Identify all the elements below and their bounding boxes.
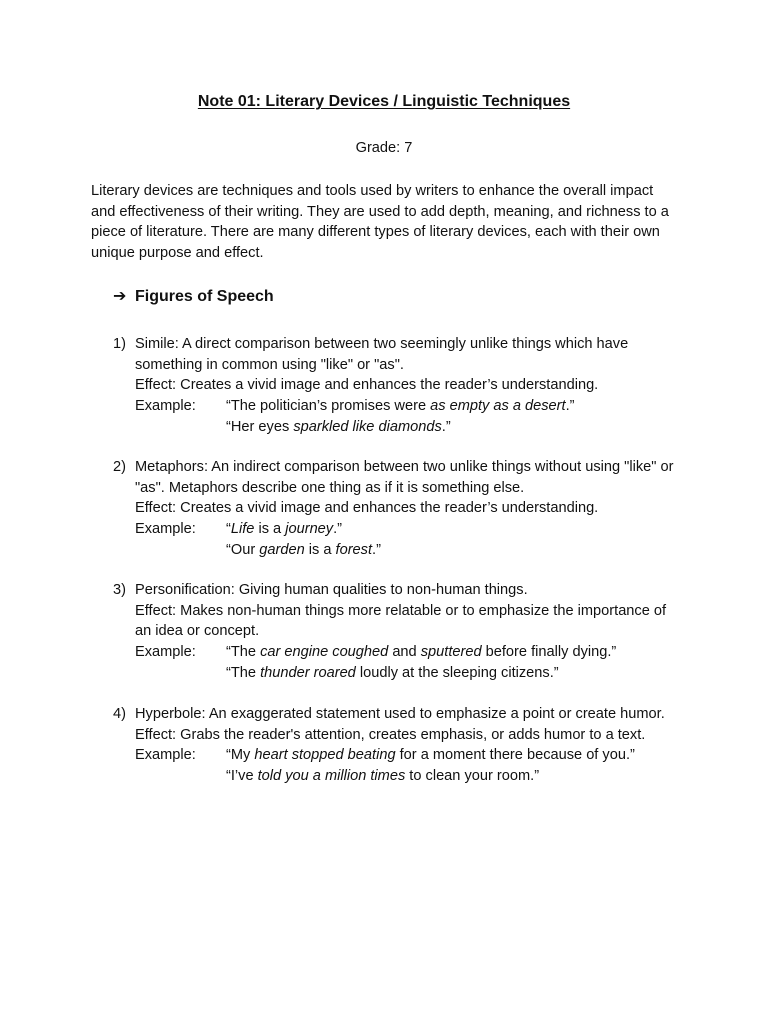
example-run: “ [226,521,231,538]
example-text [226,542,381,558]
list-item [113,334,683,438]
example-run: before finally dying.” [481,644,617,661]
example-run: “My [226,747,255,764]
example-run: “The politician’s promises were [226,398,431,415]
example-text [226,644,616,660]
example-italic-run: heart stopped beating [254,747,396,764]
example-label: Example: [135,747,196,764]
example-row [135,766,683,787]
example-run: “Her eyes [226,418,294,435]
example-run: is a [304,541,336,558]
list-item-number: 1) [113,336,126,352]
example-run: “The [226,664,261,681]
list-item [113,704,683,787]
example-run: .” [372,541,381,558]
example-italic-run: thunder roared [260,664,356,681]
item-definition: Simile: A direct comparison between two seemingly unlike things which have something in common using "like" or "as". [135,336,629,373]
item-effect: Effect: Makes non-human things more relatable or to emphasize the importance of an idea or concept. [135,602,667,640]
example-row [135,642,683,663]
example-run: .” [565,398,575,415]
list-item-number: 2) [113,459,126,475]
grade-label: Grade: 7 [355,140,413,156]
item-effect: Effect: Creates a vivid image and enhances the reader’s understanding. [135,377,599,394]
intro-paragraph: Literary devices are techniques and tools used by writers to enhance the overall impact and effectiveness of their writing. They are used to add depth, meaning, and richness to a piece of literature. There are many different types of literary devices, each with their own unique purpose and effect. [91,183,669,262]
example-label: Example: [135,521,196,538]
arrow-icon: ➔ [113,288,127,305]
example-italic-run: garden [259,541,305,558]
example-run: “Our [226,541,260,558]
example-run: and [388,644,421,661]
example-run: “The [226,644,261,661]
item-effect: Effect: Grabs the reader's attention, creates emphasis, or adds humor to a text. [135,726,646,743]
example-italic-run: forest [335,541,373,558]
example-row [135,396,683,417]
item-definition: Metaphors: An indirect comparison between two unlike things without using "like" or "as". Metaphors describe one thing as if it is something else. [135,459,674,496]
example-run: is a [254,521,286,538]
list-item-number: 3) [113,582,126,598]
example-text [226,398,575,414]
item-definition: Hyperbole: An exaggerated statement used to emphasize a point or create humor. [135,706,665,722]
list-item [113,580,683,684]
example-run: to clean your room.” [405,768,540,785]
example-label: Example: [135,398,196,415]
item-effect: Effect: Creates a vivid image and enhances the reader’s understanding. [135,500,599,517]
section-heading [113,287,274,308]
example-row [135,663,683,684]
example-italic-run: as empty as a desert [430,398,566,415]
example-italic-run: journey [285,521,334,538]
example-run: loudly at the sleeping citizens.” [355,664,559,681]
example-row [135,540,683,561]
example-run: .” [441,418,451,435]
example-italic-run: sputtered [420,644,482,661]
example-text [226,419,451,435]
list-item-number: 4) [113,706,126,722]
example-italic-run: car engine coughed [260,644,389,661]
section-heading-text: Figures of Speech [135,288,274,305]
example-row [135,519,683,540]
list-item [113,457,683,561]
example-row [135,745,683,766]
example-text [226,747,635,763]
example-run: “I’ve [226,768,258,785]
example-run: for a moment there because of you.” [395,747,635,764]
example-run: .” [333,521,343,538]
example-label: Example: [135,644,196,661]
example-italic-run: sparkled like diamonds [293,418,442,435]
example-row [135,417,683,438]
item-definition: Personification: Giving human qualities to non-human things. [135,582,528,598]
example-italic-run: told you a million times [257,768,406,785]
example-text [226,768,539,784]
example-text [226,521,342,537]
example-italic-run: Life [230,521,255,538]
page-title: Note 01: Literary Devices / Linguistic Techniques [197,93,571,110]
example-text [226,665,559,681]
